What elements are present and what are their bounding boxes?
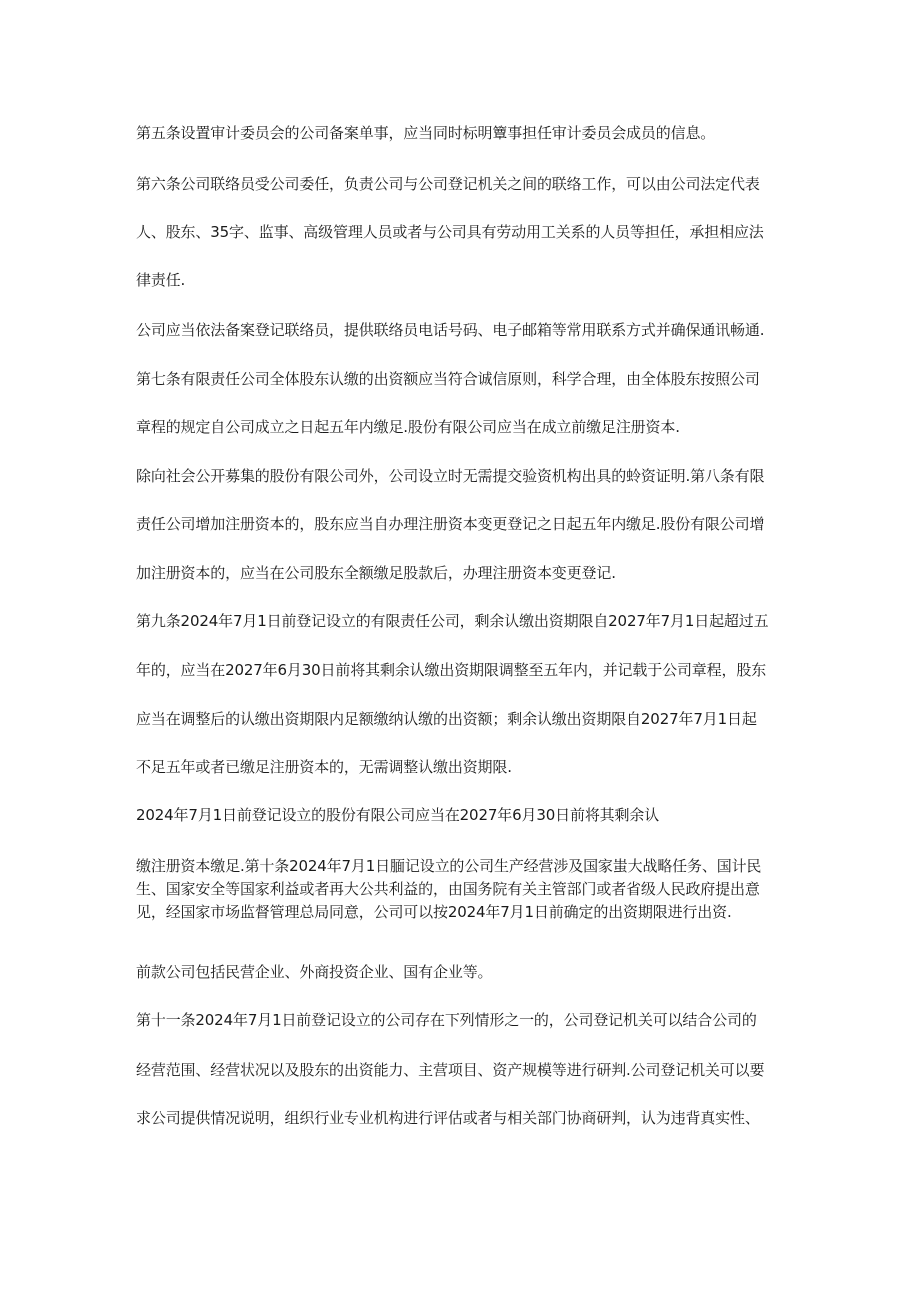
text-line: 经营范围、经营状况以及股东的出资能力、主营项目、资产规模等进行研判.公司登记机关可以要 xyxy=(136,1061,765,1079)
text-line: 律责任. xyxy=(136,271,186,289)
text-line: 求公司提供情况说明，组织行业专业机构进行评估或者与相关部门协商研判，认为违背真实性、 xyxy=(136,1109,760,1127)
text-line: 不足五年或者已缴足注册资本的，无需调整认缴出资期限. xyxy=(136,758,512,776)
text-line: 加注册资本的，应当在公司股东全额缴足股款后，办理注册资本变更登记. xyxy=(136,564,616,582)
text-line: 除向社会公开募集的股份有限公司外，公司设立时无需提交验资机构出具的蛉资证明.第八条有限 xyxy=(136,467,765,485)
text-line: 应当在调整后的认缴出资期限内足额缴纳认缴的出资额；剩余认缴出资期限自2027年7月1日起 xyxy=(136,710,757,728)
text-line: 2024年7月1日前登记设立的股份有限公司应当在2027年6月30日前将其剩余认 xyxy=(136,806,660,824)
dense-paragraph xyxy=(136,855,786,924)
text-line: 前款公司包括民营企业、外商投资企业、国有企业等。 xyxy=(136,963,493,981)
text-line: 见，经国家市场监督管理总局同意，公司可以按2024年7月1日前确定的出资期限进行出资. xyxy=(136,903,732,921)
text-line: 章程的规定自公司成立之日起五年内缴足.股份有限公司应当在成立前缴足注册资本. xyxy=(136,418,680,436)
text-line: 公司应当依法备案登记联络员，提供联络员电话号码、电子邮箱等常用联系方式并确保通讯畅通. xyxy=(136,321,765,339)
text-line: 第九条2024年7月1日前登记设立的有限责任公司，剩余认缴出资期限自2027年7月1日起超过五 xyxy=(136,612,769,630)
text-line: 第五条设置审计委员会的公司备案单事，应当同时标明簟事担任审计委员会成员的信息。 xyxy=(136,124,716,142)
text-line: 第十一条2024年7月1日前登记设立的公司存在下列情形之一的，公司登记机关可以结合公司的 xyxy=(136,1011,757,1029)
text-line: 第六条公司联络员受公司委任，负责公司与公司登记机关之间的联络工作，可以由公司法定代表 xyxy=(136,175,760,193)
text-line: 生、国家安全等国家利益或者再大公共利益的，由国务院有关主管部门或者省级人民政府提出意 xyxy=(136,880,760,898)
text-line: 第七条有限责任公司全体股东认缴的出资额应当符合诚信原则，科学合理，由全体股东按照公司 xyxy=(136,370,760,388)
text-line: 人、股东、35字、监事、高级管理人员或者与公司具有劳动用工关系的人员等担任，承担相应法 xyxy=(136,223,764,241)
text-line: 年的，应当在2027年6月30日前将其剩余认缴出资期限调整至五年内，并记载于公司章程，股东 xyxy=(136,661,767,679)
text-line: 缴注册资本缴足.第十条2024年7月1日腼记设立的公司生产经营涉及国家蚩大战略任务、国计民 xyxy=(136,857,762,875)
text-line: 责任公司增加注册资本的，股东应当自办理注册资本变更登记之日起五年内缴足.股份有限公司增 xyxy=(136,515,765,533)
